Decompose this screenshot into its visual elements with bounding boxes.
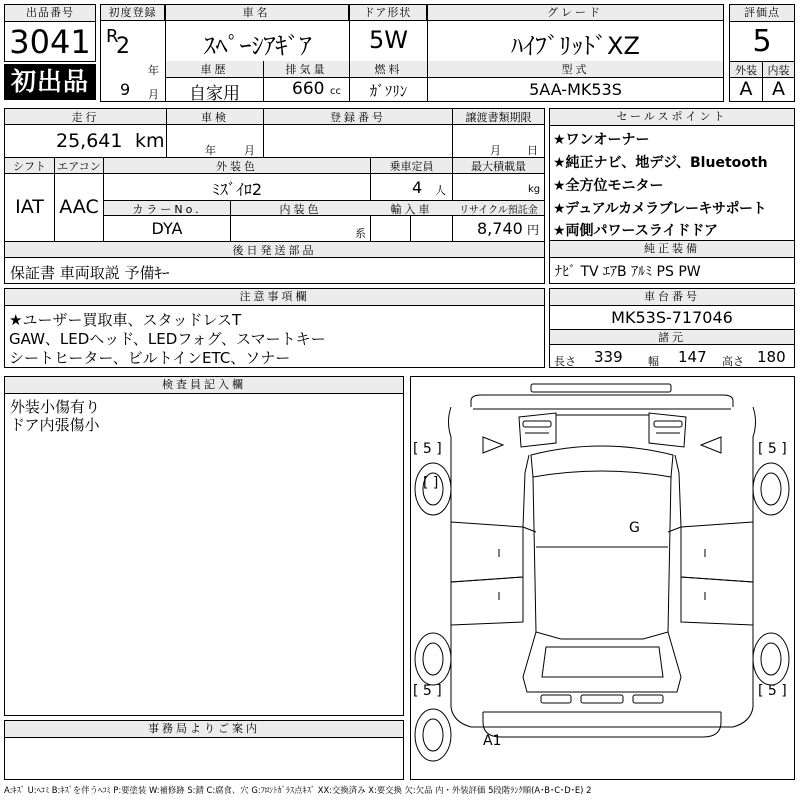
exterior-label: 外装 (735, 64, 757, 77)
wheel-rear-left (415, 633, 451, 685)
door-left-rear (451, 577, 523, 625)
hood (531, 446, 673, 477)
body-outline (449, 407, 756, 727)
capacity-value: 4 (412, 178, 423, 197)
load-label: 最大積載量 (471, 160, 526, 173)
color-value: ﾐｽﾞｲﾛ2 (211, 180, 263, 199)
notes-line-2: GAW、LEDヘッド、LEDフォグ、スマートキー (9, 330, 326, 348)
taillight-left (541, 695, 571, 703)
mileage-label: 走行 (71, 111, 100, 124)
transfer-label: 譲渡書類期限 (465, 111, 532, 124)
score-box (729, 4, 795, 62)
displacement-label: 排気量 (285, 63, 328, 76)
tire-fl-label: [ 5 ] (413, 441, 442, 457)
inspection-label: 車検 (201, 111, 229, 124)
color-no-value: DYA (151, 219, 183, 238)
reg-year-unit: 年 (148, 64, 159, 77)
dims-title: 諸元 (658, 331, 686, 344)
headlight-left (519, 413, 556, 447)
notes-line-1: ★ユーザー買取車、スタッドレスT (9, 311, 242, 329)
office-box (4, 720, 404, 780)
office-title: 事務局よりご案内 (5, 721, 403, 738)
roof (533, 477, 671, 639)
chassis-number: MK53S-717046 (611, 308, 733, 327)
notes-line-3: シートヒーター、ビルトインETC、ソナー (9, 349, 291, 367)
sales-point-5: ★両側パワースライドドア (553, 223, 719, 239)
transfer-day-unit: 日 (527, 144, 538, 157)
recycle-value: 8,740 (477, 219, 523, 238)
reg-label: 初度登録 (101, 5, 165, 21)
fuel-label: 燃料 (374, 63, 403, 76)
load-unit: kg (528, 184, 541, 195)
lot-number: 3041 (9, 23, 91, 61)
wheel-rear-right (753, 633, 789, 685)
reg-month-unit: 月 (148, 88, 159, 101)
mirror-left (483, 437, 503, 453)
mileage-value: 25,641 (56, 130, 123, 152)
door-left-front (451, 522, 523, 582)
sales-point-3: ★全方位モニター (553, 178, 664, 194)
capacity-label: 乗車定員 (389, 160, 434, 173)
damage-mark-g: G (629, 520, 640, 536)
tire-rl-label: [ 5 ] (413, 683, 442, 699)
width-value: 147 (678, 348, 707, 366)
notes-title: 注意事項欄 (5, 289, 544, 306)
interior-color-unit: 系 (355, 227, 366, 240)
score-label: 評価点 (730, 5, 794, 22)
car-diagram (411, 377, 794, 779)
height-value: 180 (757, 348, 786, 366)
length-value: 339 (594, 348, 623, 366)
door-label: ドア形状 (349, 5, 427, 21)
inspector-box (4, 376, 404, 716)
width-label: 幅 (648, 355, 659, 368)
recycle-unit: 円 (527, 223, 540, 237)
ext-int-box (729, 62, 795, 102)
shift-value: IAT (15, 196, 44, 218)
chassis-box (549, 288, 795, 368)
transfer-month-unit: 月 (490, 144, 501, 157)
first-listing-badge: 初出品 (4, 64, 96, 100)
car-diagram-box (410, 376, 795, 780)
plate-label: 登録番号 (330, 111, 386, 124)
inspector-title: 検査員記入欄 (5, 377, 403, 394)
mirror-right (701, 437, 721, 453)
sales-points-box (549, 108, 795, 241)
equipment-value: ﾅﾋﾞ TV ｴｱB ｱﾙﾐ PS PW (555, 264, 701, 280)
taillight-right (633, 695, 663, 703)
inspection-year-unit: 年 (205, 144, 216, 157)
exterior-grade: A (739, 78, 753, 100)
reg-era: R (106, 26, 119, 47)
roof-top-line (531, 384, 671, 392)
inspector-line-1: 外装小傷有り (10, 398, 101, 416)
spare-tire (415, 709, 451, 761)
tire-rr-label: [ 5 ] (758, 683, 787, 699)
import-label: 輸入車 (390, 203, 433, 216)
parts-label: 後日発送部品 (232, 244, 317, 257)
color-label: 外装色 (216, 160, 258, 173)
height-label: 高さ (722, 355, 744, 368)
color-no-label: カラーNo. (132, 203, 202, 216)
interior-label: 内装 (767, 64, 790, 77)
notes-box (4, 288, 545, 368)
length-label: 長さ (554, 355, 576, 368)
inspection-month-unit: 月 (244, 144, 255, 157)
mileage-unit: km (135, 130, 165, 152)
front-bumper (471, 395, 733, 407)
fuel-value: ｶﾞｿﾘﾝ (369, 82, 408, 100)
wheel-front-right (753, 463, 789, 515)
headlight-right (649, 413, 686, 447)
equipment-title: 純正装備 (550, 241, 794, 258)
reg-month: 9 (120, 80, 131, 99)
parts-value: 保証書 車両取説 予備ｷｰ (10, 264, 170, 282)
recycle-label: リサイクル預託金 (459, 205, 538, 216)
sales-points-title: セールスポイント (550, 109, 794, 126)
door-value: 5W (369, 26, 408, 54)
history-label: 車歴 (200, 63, 229, 76)
spare-label: [ ] (423, 475, 439, 491)
grade-label: グレード (427, 5, 723, 21)
history-value: 自家用 (189, 84, 240, 104)
sales-point-2: ★純正ナビ、地デジ、Bluetooth (553, 155, 768, 171)
equipment-box (549, 241, 795, 284)
reg-year: 2 (116, 34, 130, 59)
ac-label: エアコン (57, 160, 101, 173)
sales-point-1: ★ワンオーナー (553, 132, 650, 148)
displacement-value: 660 (292, 79, 325, 99)
interior-grade: A (772, 78, 785, 100)
shift-label: シフト (13, 160, 46, 173)
model-label: 型式 (561, 63, 590, 76)
car-name-value: ｽﾍﾟｰｼｱｷﾞｱ (203, 32, 312, 60)
inspector-line-2: ドア内張傷小 (10, 416, 100, 434)
car-name-label: 車名 (165, 5, 349, 21)
grade-value: ﾊｲﾌﾞﾘｯﾄﾞXZ (511, 32, 640, 60)
sales-point-4: ★デュアルカメラブレーキサポート (553, 201, 767, 217)
score-value: 5 (752, 24, 772, 59)
footer-legend: A:ｷｽﾞ U:ﾍｺﾐ B:ｷｽﾞを伴うﾍｺﾐ P:要塗装 W:補修跡 S:錆 C:腐食、穴 G:ﾌﾛﾝﾄｶﾞﾗｽ点ｷｽﾞ XX:交換済み X:要交換 欠:欠品 内・外装評価 5段階ﾗﾝｸ順(A･B･C･D･E) 2 (4, 785, 592, 795)
lot-box (4, 4, 96, 62)
door-right-front (681, 522, 753, 582)
rear-hatch (523, 632, 681, 692)
interior-color-label: 内装色 (279, 203, 322, 216)
damage-mark-a1: A1 (483, 733, 502, 749)
rear-bumper (483, 712, 721, 737)
displacement-unit: cc (330, 86, 341, 97)
ac-value: AAC (59, 196, 99, 218)
door-right-rear (681, 577, 753, 625)
capacity-unit: 人 (435, 184, 446, 197)
model-value: 5AA-MK53S (529, 80, 622, 99)
chassis-title: 車台番号 (550, 289, 794, 306)
tire-fr-label: [ 5 ] (758, 441, 787, 457)
lot-label: 出品番号 (5, 5, 95, 22)
